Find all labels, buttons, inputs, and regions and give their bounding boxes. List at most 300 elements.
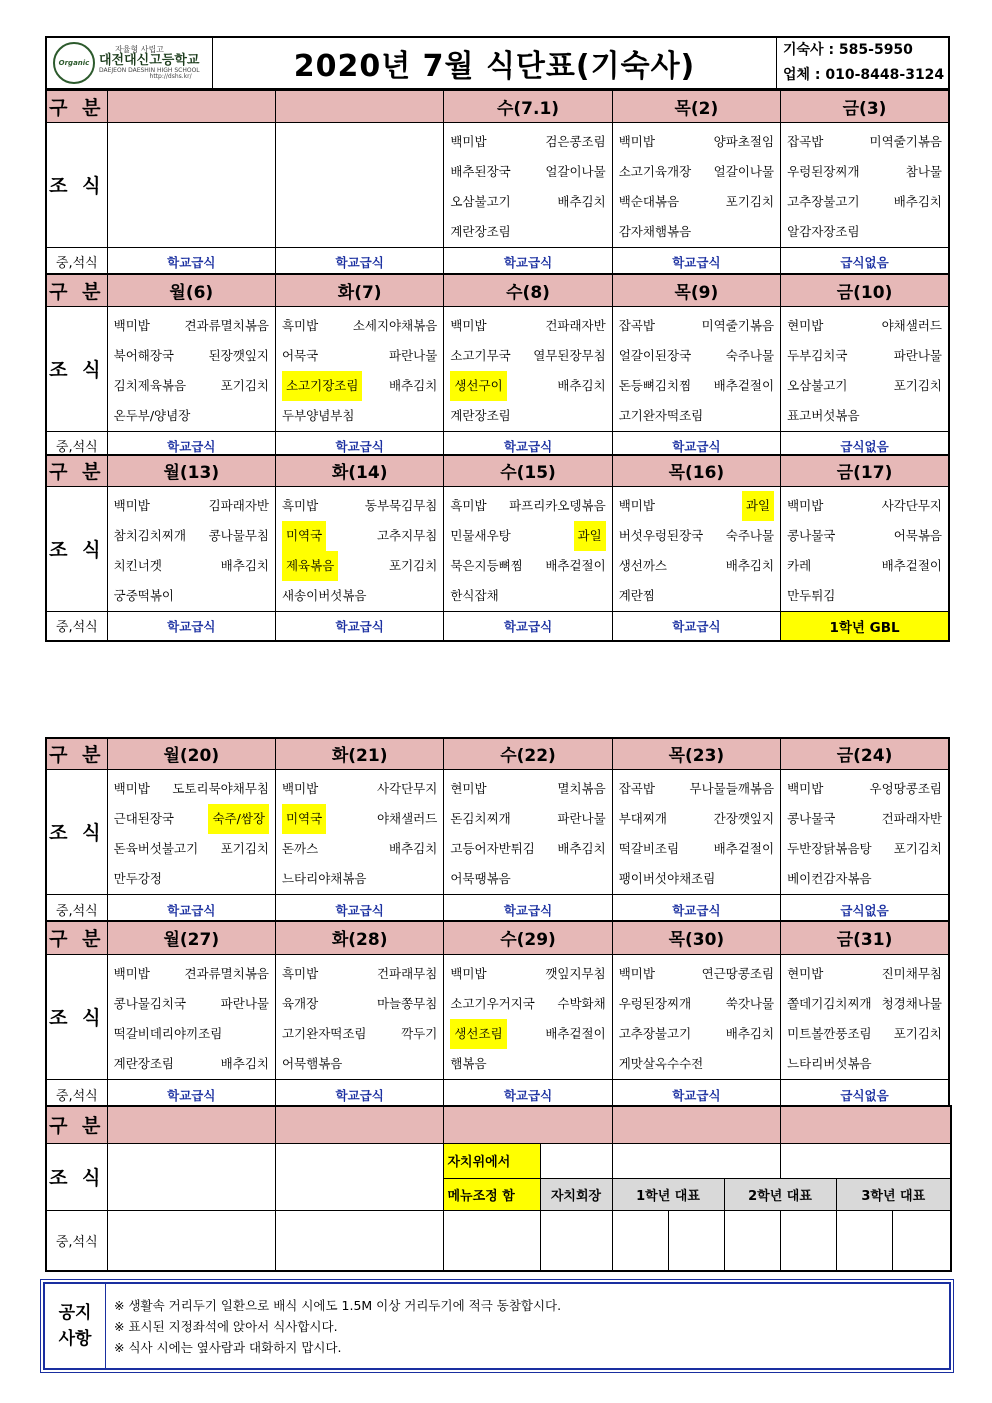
breakfast-menu-cell	[275, 769, 443, 894]
role-grade3-rep: 3학년 대표	[836, 1178, 951, 1210]
lunch-status: 학교급식	[612, 431, 780, 461]
menu-item: 백미밥	[618, 965, 655, 981]
menu-item: 우렁된장찌개	[618, 995, 692, 1011]
lunch-status: 학교급식	[444, 611, 612, 641]
menu-line	[108, 959, 275, 989]
menu-line	[613, 581, 780, 611]
day-header: 화(28)	[275, 921, 443, 954]
menu-line	[444, 1019, 611, 1049]
menu-item: 계란장조림	[450, 223, 511, 239]
menu-line	[781, 864, 948, 894]
menu-item: 카레	[787, 557, 812, 573]
menu-item: 포기김치	[725, 193, 775, 209]
menu-item: 숙주/쌈장	[208, 804, 269, 834]
day-header: 금(3)	[781, 90, 949, 122]
breakfast-menu-cell	[612, 954, 780, 1079]
breakfast-menu-cell	[444, 306, 612, 431]
menu-item: 고기완자떡조림	[618, 407, 704, 423]
menu-item: 우엉땅콩조림	[869, 780, 942, 796]
breakfast-menu-cell	[781, 486, 949, 611]
menu-item: 배추겉절이	[545, 1025, 606, 1041]
menu-item: 소고기육개장	[618, 163, 692, 179]
menu-item: 흑미밥	[281, 497, 319, 513]
lunch-status: 급식없음	[781, 247, 949, 277]
menu-line	[276, 551, 443, 581]
menu-line	[108, 401, 275, 431]
menu-line	[781, 341, 948, 371]
school-name-english: DAEJEON DAESHIN HIGH SCHOOL	[99, 66, 200, 74]
menu-item: 건파래무침	[376, 965, 438, 981]
menu-item: 진미채무침	[881, 965, 942, 981]
breakfast-label: 조 식	[46, 122, 107, 247]
signature-box-g3a[interactable]	[836, 1210, 892, 1271]
menu-line	[444, 834, 611, 864]
menu-item: 북어해장국	[113, 347, 175, 363]
role-grade2-rep: 2학년 대표	[724, 1178, 836, 1210]
menu-item: 민물새우탕	[450, 527, 511, 543]
notice-line: ※ 생활속 거리두기 일환으로 배식 시에도 1.5M 이상 거리두기에 적극 동참합시다.	[114, 1297, 562, 1313]
menu-item: 얼갈이된장국	[618, 347, 692, 363]
school-type: 자율형 사립고	[115, 44, 164, 54]
menu-line	[613, 217, 780, 247]
lunch-status: 학교급식	[275, 1079, 443, 1111]
menu-item: 베이컨감자볶음	[787, 870, 872, 886]
menu-item: 열무된장무침	[533, 347, 606, 363]
menu-item: 김치제육볶음	[113, 377, 187, 393]
notice-box	[43, 1282, 951, 1370]
breakfast-menu-cell	[275, 122, 443, 247]
week-table-3	[45, 454, 950, 642]
lunch-status: 학교급식	[612, 247, 780, 277]
menu-item: 치킨너겟	[113, 557, 162, 573]
lunch-status: 급식없음	[781, 431, 949, 461]
menu-item: 된장깻잎지	[208, 347, 269, 363]
menu-item: 깻잎지무침	[545, 965, 606, 981]
menu-item: 계란장조림	[113, 1055, 175, 1071]
lunch-status: 1학년 GBL	[781, 611, 949, 641]
menu-item: 계란찜	[618, 587, 655, 603]
menu-item: 알감자장조림	[787, 223, 860, 239]
menu-line	[108, 371, 275, 401]
menu-line	[108, 491, 275, 521]
menu-line	[108, 774, 275, 804]
menu-item: 두부김치국	[787, 347, 848, 363]
lunch-status: 학교급식	[107, 431, 275, 461]
lunch-label: 중,석식	[46, 894, 107, 926]
menu-item: 얼갈이나물	[713, 163, 775, 179]
menu-item: 육개장	[281, 995, 319, 1011]
day-header: 수(29)	[444, 921, 612, 954]
menu-line	[276, 989, 443, 1019]
menu-item: 미트볼깐풍조림	[787, 1025, 872, 1041]
lunch-label: 중,석식	[46, 431, 107, 461]
menu-line	[613, 401, 780, 431]
menu-item: 떡갈비데리야끼조림	[113, 1025, 223, 1041]
menu-item: 흑미밥	[450, 497, 487, 513]
menu-line	[444, 187, 611, 217]
menu-item: 오삼불고기	[450, 193, 511, 209]
menu-item: 버섯우렁된장국	[618, 527, 704, 543]
lunch-status: 학교급식	[612, 1079, 780, 1111]
menu-item: 흑미밥	[281, 965, 319, 981]
menu-item: 팽이버섯야채조림	[618, 870, 716, 886]
breakfast-menu-cell	[612, 122, 780, 247]
breakfast-menu-cell	[107, 954, 275, 1079]
menu-item: 수박화채	[557, 995, 606, 1011]
menu-item: 만두강정	[113, 870, 162, 886]
notice-line: ※ 식사 시에는 옆사람과 대화하지 맙시다.	[114, 1339, 342, 1355]
menu-item: 포기김치	[893, 377, 942, 393]
menu-item: 숙주나물	[725, 347, 775, 363]
lunch-status: 학교급식	[444, 1079, 612, 1111]
menu-item: 잡곡밥	[618, 317, 655, 333]
menu-item: 잡곡밥	[787, 133, 824, 149]
signature-box-g1b[interactable]	[668, 1210, 724, 1271]
menu-item: 게맛살옥수수전	[618, 1055, 704, 1071]
breakfast-menu-cell	[444, 954, 612, 1079]
menu-item: 고추장불고기	[618, 1025, 692, 1041]
menu-item: 배추김치	[557, 377, 606, 393]
menu-item: 제육볶음	[282, 551, 338, 581]
menu-item: 파란나물	[220, 995, 269, 1011]
menu-line	[444, 774, 611, 804]
menu-item: 얼갈이나물	[545, 163, 606, 179]
menu-line	[444, 864, 611, 894]
menu-item: 백미밥	[113, 317, 150, 333]
signature-box-g2a[interactable]	[724, 1210, 780, 1271]
week-table-5	[45, 920, 950, 1112]
menu-item: 생선조림	[450, 1019, 506, 1049]
menu-item: 콩나물김치국	[113, 995, 187, 1011]
day-header: 목(9)	[612, 274, 780, 306]
menu-item: 배추겉절이	[881, 557, 942, 573]
menu-line	[781, 774, 948, 804]
menu-line	[613, 864, 780, 894]
menu-line	[444, 401, 611, 431]
day-header	[107, 90, 275, 122]
signature-box-g3b[interactable]	[892, 1210, 951, 1271]
vendor-phone: 업체 : 010-8448-3124	[783, 67, 945, 83]
lunch-status: 급식없음	[781, 1079, 949, 1111]
school-name: 대전대신고등학교	[99, 53, 200, 69]
menu-item: 묵은지등뼈찜	[450, 557, 523, 573]
menu-line	[781, 187, 948, 217]
menu-item: 파란나물	[557, 810, 606, 826]
menu-item: 느타리버섯볶음	[787, 1055, 872, 1071]
menu-item: 소고기무국	[450, 347, 511, 363]
dorm-phone: 기숙사 : 585-5950	[783, 42, 913, 58]
day-header: 금(10)	[781, 274, 949, 306]
menu-item: 건파래자반	[545, 317, 606, 333]
gubun-label: 구 분	[46, 738, 107, 769]
menu-item: 어묵땡볶음	[450, 870, 511, 886]
gubun-label: 구 분	[46, 1106, 107, 1143]
header-table	[45, 36, 950, 90]
breakfast-menu-cell	[444, 486, 612, 611]
menu-item: 느타리야채볶음	[281, 870, 367, 886]
lunch-status: 학교급식	[107, 894, 275, 926]
day-header: 월(27)	[107, 921, 275, 954]
menu-line	[108, 521, 275, 551]
menu-item: 백미밥	[113, 965, 150, 981]
menu-item: 배추된장국	[450, 163, 511, 179]
menu-item: 백미밥	[618, 497, 655, 513]
menu-item: 배추김치	[220, 557, 269, 573]
menu-item: 백미밥	[450, 965, 487, 981]
menu-line	[781, 1049, 948, 1079]
menu-item: 김파래자반	[208, 497, 269, 513]
menu-line	[108, 551, 275, 581]
menu-item: 콩나물국	[787, 810, 836, 826]
menu-line	[276, 581, 443, 611]
signoff-table	[45, 1105, 952, 1272]
menu-line	[613, 551, 780, 581]
menu-item: 오삼불고기	[787, 377, 848, 393]
menu-item: 온두부/양념장	[113, 407, 191, 423]
lunch-status: 학교급식	[444, 431, 612, 461]
day-header: 수(8)	[444, 274, 612, 306]
menu-item: 백순대볶음	[618, 193, 680, 209]
menu-item: 파프리카오뎅볶음	[509, 497, 606, 513]
week-table-2	[45, 273, 950, 462]
menu-item: 고추장불고기	[787, 193, 860, 209]
menu-line	[444, 551, 611, 581]
menu-item: 쫄데기김치찌개	[787, 995, 872, 1011]
menu-line	[781, 834, 948, 864]
menu-line	[276, 311, 443, 341]
menu-item: 배추김치	[893, 193, 942, 209]
menu-item: 백미밥	[450, 317, 487, 333]
menu-item: 떡갈비조림	[618, 840, 680, 856]
lunch-status: 학교급식	[612, 611, 780, 641]
lunch-status: 학교급식	[275, 611, 443, 641]
notice-line: ※ 표시된 지정좌석에 앉아서 식사합시다.	[114, 1318, 338, 1334]
menu-item: 배추김치	[725, 1025, 775, 1041]
breakfast-label: 조 식	[46, 954, 107, 1079]
menu-line	[781, 311, 948, 341]
menu-line	[444, 804, 611, 834]
menu-line	[444, 127, 611, 157]
menu-line	[444, 959, 611, 989]
menu-line	[108, 864, 275, 894]
lunch-status: 급식없음	[781, 894, 949, 926]
menu-line	[781, 551, 948, 581]
lunch-status: 학교급식	[444, 894, 612, 926]
menu-line	[276, 1049, 443, 1079]
menu-item: 멸치볶음	[557, 780, 606, 796]
menu-line	[276, 774, 443, 804]
breakfast-menu-cell	[781, 122, 949, 247]
day-header: 목(23)	[612, 738, 780, 769]
menu-item: 포기김치	[220, 377, 269, 393]
menu-line	[613, 341, 780, 371]
lunch-label: 중,석식	[46, 611, 107, 641]
breakfast-menu-cell	[781, 954, 949, 1079]
breakfast-label: 조 식	[46, 306, 107, 431]
menu-item: 콩나물무침	[208, 527, 269, 543]
day-header: 금(31)	[781, 921, 949, 954]
breakfast-menu-cell	[444, 769, 612, 894]
role-grade1-rep: 1학년 대표	[612, 1178, 724, 1210]
lunch-status: 학교급식	[107, 247, 275, 277]
menu-line	[613, 959, 780, 989]
breakfast-label: 조 식	[46, 1143, 107, 1210]
menu-line	[444, 311, 611, 341]
menu-item: 백미밥	[787, 780, 824, 796]
day-header: 화(7)	[275, 274, 443, 306]
menu-line	[613, 521, 780, 551]
menu-item: 백미밥	[113, 497, 150, 513]
menu-item: 표고버섯볶음	[787, 407, 860, 423]
menu-item: 소고기장조림	[282, 371, 362, 401]
lunch-status: 학교급식	[444, 247, 612, 277]
gubun-label: 구 분	[46, 90, 107, 122]
menu-item: 깍두기	[401, 1025, 438, 1041]
menu-line	[781, 959, 948, 989]
menu-item: 돈등뼈김치찜	[618, 377, 692, 393]
menu-line	[108, 1019, 275, 1049]
day-header: 목(2)	[612, 90, 780, 122]
menu-item: 배추김치	[557, 840, 606, 856]
menu-line	[613, 311, 780, 341]
gubun-label: 구 분	[46, 274, 107, 306]
menu-item: 도토리묵야채무침	[172, 780, 269, 796]
menu-item: 검은콩조림	[545, 133, 606, 149]
menu-item: 동부묵김무침	[364, 497, 438, 513]
menu-item: 소세지야채볶음	[352, 317, 438, 333]
notice-label: 공지 사항	[44, 1283, 106, 1369]
menu-line	[444, 1049, 611, 1079]
menu-item: 소고기우거지국	[450, 995, 535, 1011]
menu-item: 배추김치	[389, 377, 438, 393]
menu-item: 흑미밥	[281, 317, 319, 333]
menu-item: 배추김치	[220, 1055, 269, 1071]
breakfast-menu-cell	[107, 122, 275, 247]
menu-item: 두부양념부침	[281, 407, 355, 423]
menu-line	[444, 341, 611, 371]
menu-line	[781, 157, 948, 187]
menu-item: 잡곡밥	[618, 780, 655, 796]
lunch-label: 중,석식	[46, 247, 107, 277]
menu-line	[276, 959, 443, 989]
week-table-4	[45, 737, 950, 928]
menu-item: 생선구이	[450, 371, 506, 401]
menu-item: 견과류멸치볶음	[184, 317, 269, 333]
day-header: 금(17)	[781, 455, 949, 486]
menu-line	[108, 341, 275, 371]
menu-item: 돈까스	[281, 840, 319, 856]
day-header: 목(30)	[612, 921, 780, 954]
menu-item: 양파초절임	[713, 133, 775, 149]
menu-item: 근대된장국	[113, 810, 175, 826]
day-header: 화(14)	[275, 455, 443, 486]
menu-item: 어묵국	[281, 347, 319, 363]
menu-item: 어묵볶음	[893, 527, 942, 543]
menu-item: 백미밥	[618, 133, 655, 149]
lunch-status: 학교급식	[275, 894, 443, 926]
menu-line	[781, 491, 948, 521]
menu-item: 고등어자반튀김	[450, 840, 535, 856]
menu-item: 고추지무침	[376, 527, 438, 543]
menu-item: 배추김치	[725, 557, 775, 573]
menu-item: 백미밥	[787, 497, 824, 513]
menu-line	[108, 834, 275, 864]
menu-item: 현미밥	[787, 317, 824, 333]
menu-line	[781, 581, 948, 611]
menu-line	[781, 371, 948, 401]
menu-line	[444, 521, 611, 551]
menu-line	[276, 1019, 443, 1049]
menu-item: 새송이버섯볶음	[281, 587, 367, 603]
breakfast-menu-cell	[275, 486, 443, 611]
school-logo-cell	[46, 37, 213, 89]
menu-line	[613, 989, 780, 1019]
breakfast-label: 조 식	[46, 486, 107, 611]
menu-line	[781, 989, 948, 1019]
menu-item: 계란장조림	[450, 407, 511, 423]
menu-line	[276, 401, 443, 431]
menu-item: 야채샐러드	[881, 317, 942, 333]
menu-line	[781, 217, 948, 247]
menu-line	[276, 491, 443, 521]
menu-item: 간장깻잎지	[713, 810, 775, 826]
signature-box-president[interactable]	[540, 1210, 612, 1271]
breakfast-menu-cell	[781, 769, 949, 894]
breakfast-menu-cell	[781, 306, 949, 431]
menu-adjust-note-1: 자치위에서	[443, 1143, 540, 1178]
menu-line	[276, 804, 443, 834]
gubun-label: 구 분	[46, 455, 107, 486]
signature-box-g2b[interactable]	[780, 1210, 836, 1271]
menu-item: 생선까스	[618, 557, 668, 573]
menu-item: 마늘쫑무침	[376, 995, 438, 1011]
menu-item: 배추김치	[389, 840, 438, 856]
menu-line	[781, 804, 948, 834]
lunch-status: 학교급식	[275, 431, 443, 461]
menu-line	[444, 581, 611, 611]
menu-item: 미역국	[282, 521, 326, 551]
menu-item: 숙주나물	[725, 527, 775, 543]
menu-item: 파란나물	[389, 347, 438, 363]
menu-line	[781, 127, 948, 157]
breakfast-menu-cell	[444, 122, 612, 247]
menu-line	[276, 864, 443, 894]
menu-line	[276, 341, 443, 371]
menu-item: 무나물들깨볶음	[689, 780, 775, 796]
menu-item: 돈육버섯불고기	[113, 840, 199, 856]
menu-line	[276, 834, 443, 864]
menu-line	[613, 1019, 780, 1049]
menu-line	[613, 804, 780, 834]
menu-item: 파란나물	[893, 347, 942, 363]
menu-line	[108, 804, 275, 834]
menu-item: 어묵햄볶음	[281, 1055, 343, 1071]
menu-item: 백미밥	[113, 780, 150, 796]
menu-item: 청경채나물	[881, 995, 942, 1011]
menu-line	[444, 989, 611, 1019]
role-student-president: 자치회장	[540, 1178, 612, 1210]
day-header: 월(13)	[107, 455, 275, 486]
day-header	[275, 90, 443, 122]
lunch-label: 중,석식	[46, 1210, 107, 1271]
menu-item: 미역국	[282, 804, 326, 834]
gubun-label: 구 분	[46, 921, 107, 954]
menu-item: 포기김치	[893, 1025, 942, 1041]
menu-item: 백미밥	[450, 133, 487, 149]
menu-line	[613, 157, 780, 187]
signature-box-g1a[interactable]	[612, 1210, 668, 1271]
menu-item: 배추겉절이	[713, 377, 775, 393]
